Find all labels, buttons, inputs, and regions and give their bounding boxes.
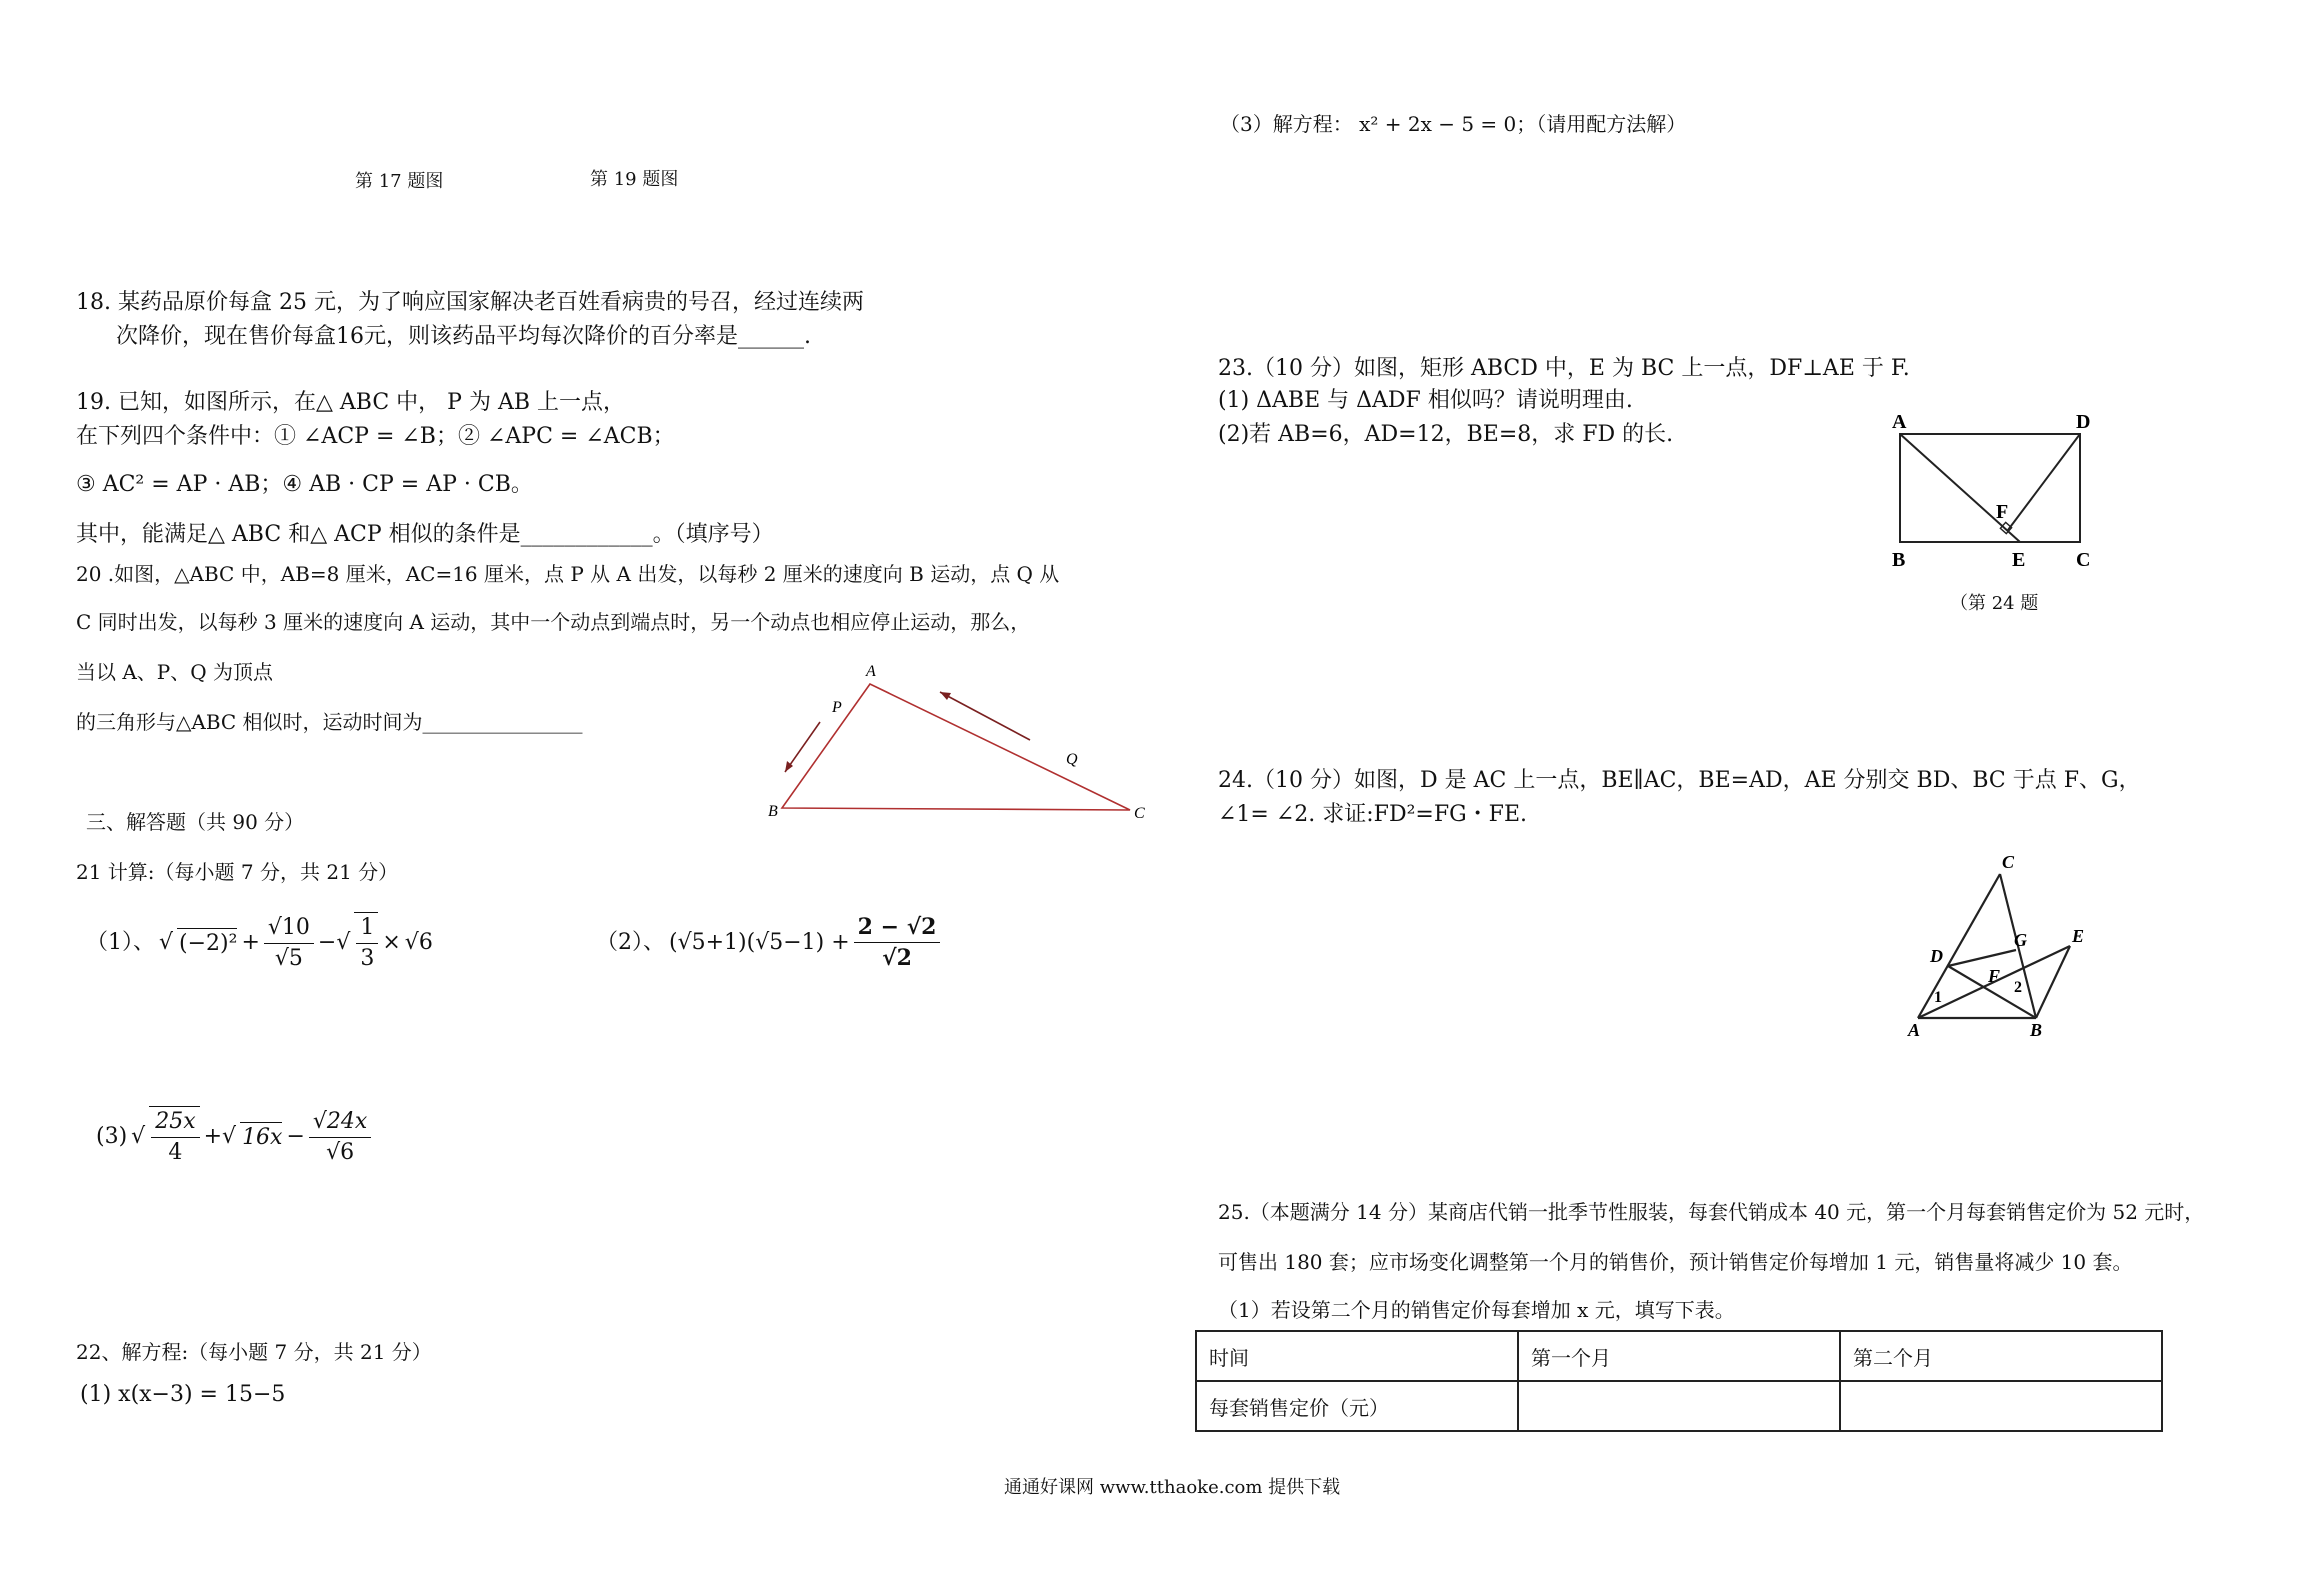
table-cell <box>1840 1381 2162 1431</box>
label-a: A <box>866 663 876 680</box>
angle-2-label: 2 <box>2014 979 2022 996</box>
label-f: F <box>1988 966 2001 986</box>
table-cell: 每套销售定价（元） <box>1196 1381 1518 1431</box>
q24-line1: 24.（10 分）如图，D 是 AC 上一点，BE∥AC，BE=AD，AE 分别交 BD、BC 于点 F、G， <box>1218 768 2141 793</box>
page-footer: 通通好课网 www.tthaoke.com 提供下载 <box>1004 1477 1341 1498</box>
q25-table <box>1195 1330 2163 1432</box>
q21-p1-c-num: 1 <box>356 913 378 944</box>
label-q: Q <box>1066 751 1078 768</box>
label-p: P <box>832 699 842 716</box>
q23-line3: (2)若 AB=6，AD=12，BE=8，求 FD 的长. <box>1218 422 1674 447</box>
table-header-cell: 时间 <box>1196 1331 1518 1381</box>
label-c: C <box>2076 549 2091 571</box>
label-a: A <box>1908 1020 1921 1040</box>
q21-p3-a-den: 4 <box>168 1140 183 1165</box>
q23-rectangle-figure <box>1880 406 2100 576</box>
q21-p3-c-den: √6 <box>326 1139 355 1165</box>
arrow-q <box>940 692 1030 740</box>
q19-line2: 在下列四个条件中：① ∠ACP = ∠B；② ∠APC = ∠ACB； <box>76 424 675 449</box>
q21-p1-b-den: √5 <box>274 945 303 971</box>
fig17-caption: 第 17 题图 <box>355 171 444 192</box>
q25-line2: 可售出 180 套；应市场变化调整第一个月的销售价，预计销售定价每增加 1 元，销售量将减少 10 套。 <box>1218 1250 2133 1274</box>
q23-figure-caption: （第 24 题 <box>1950 593 2039 614</box>
fig19-caption: 第 19 题图 <box>590 169 679 190</box>
table-row <box>1196 1381 2162 1431</box>
label-c: C <box>1134 805 1145 822</box>
label-e: E <box>2012 549 2026 571</box>
label-b: B <box>2030 1020 2043 1040</box>
label-a: A <box>1892 411 1907 433</box>
segment-be <box>2036 946 2070 1018</box>
q21-p2-label: （2）、 <box>596 929 665 955</box>
q22-title: 22、解方程:（每小题 7 分，共 21 分） <box>76 1340 432 1364</box>
q20-triangle-figure <box>760 660 1160 830</box>
q24-line2: ∠1= ∠2. 求证:FD²=FG・FE. <box>1218 802 1527 827</box>
q22-part3: （3）解方程： x² + 2x − 5 = 0；（请用配方法解） <box>1220 112 1687 136</box>
label-d: D <box>1930 946 1943 966</box>
q25-line3: （1）若设第二个月的销售定价每套增加 x 元，填写下表。 <box>1218 1298 1735 1322</box>
q21-p3-b: 16x <box>240 1122 282 1153</box>
table-header-cell: 第二个月 <box>1840 1331 2162 1381</box>
q21-p1-a: (−2)² <box>177 928 237 959</box>
segment-df <box>2008 434 2080 530</box>
label-g: G <box>2014 930 2027 950</box>
q21-p2-den: √2 <box>882 945 912 971</box>
q21-p1-b-num: √10 <box>264 913 314 944</box>
q19-line3: ③ AC² = AP · AB；④ AB · CP = AP · CB。 <box>76 472 533 497</box>
q21-p3-c-num: √24x <box>309 1107 371 1138</box>
q21-p1-c-den: 3 <box>360 946 375 971</box>
table-cell <box>1518 1381 1840 1431</box>
q18-line2: 次降价，现在售价每盒16元，则该药品平均每次降价的百分率是______. <box>116 324 811 349</box>
q21-p3-a-num: 25x <box>151 1107 199 1138</box>
label-d: D <box>2076 411 2091 433</box>
table-header-row <box>1196 1331 2162 1381</box>
table-header-cell: 第一个月 <box>1518 1331 1840 1381</box>
q19-line1: 19. 已知，如图所示，在△ ABC 中， P 为 AB 上一点， <box>76 390 626 415</box>
q21-p1-label: （1）、 <box>86 930 155 955</box>
q20-line2: C 同时出发，以每秒 3 厘米的速度向 A 运动，其中一个动点到端点时，另一个动点也相应停止运动，那么， <box>76 610 1031 634</box>
q20-line4: 的三角形与△ABC 相似时，运动时间为________________ <box>76 710 583 734</box>
q21-p3-label: (3) <box>96 1124 128 1149</box>
q20-line3: 当以 A、P、Q 为顶点 <box>76 660 274 684</box>
q25-line1: 25.（本题满分 14 分）某商店代销一批季节性服装，每套代销成本 40 元，第一个月每套销售定价为 52 元时， <box>1218 1200 2205 1224</box>
q24-figure <box>1890 850 2090 1040</box>
q18-line1: 18. 某药品原价每盒 25 元，为了响应国家解决老百姓看病贵的号召，经过连续两 <box>76 290 864 315</box>
q21-part2 <box>596 912 940 973</box>
q21-p1-d: √6 <box>404 930 433 955</box>
label-b: B <box>1892 549 1906 571</box>
angle-1-label: 1 <box>1934 989 1942 1006</box>
q21-p2-expr: (√5+1)(√5−1) + <box>669 929 850 955</box>
q21-title: 21 计算:（每小题 7 分，共 21 分） <box>76 860 399 884</box>
q21-part1: （1）、 √ (−2)² + $\frac{√10}{√5}$ −√ $\frac{1}{3}$ × √6 <box>86 912 433 974</box>
section-3-title: 三、解答题（共 90 分） <box>86 810 305 834</box>
q22-part1: (1) x(x−3) = 15−5 <box>80 1382 286 1407</box>
rectangle-abcd <box>1900 434 2080 542</box>
label-e: E <box>2072 926 2085 946</box>
q21-part3: (3) √ $\frac{25x}{4}$ +√ 16x − $\frac{√24x}{√6}$ <box>96 1106 371 1168</box>
q23-line2: (1) ΔABE 与 ΔADF 相似吗？请说明理由. <box>1218 388 1633 413</box>
segment-dg <box>1948 950 2016 966</box>
q19-line4: 其中，能满足△ ABC 和△ ACP 相似的条件是____________。（填序号） <box>76 522 774 547</box>
q21-p2-num: 2 − √2 <box>854 912 941 943</box>
q20-line1: 20 .如图，△ABC 中，AB=8 厘米，AC=16 厘米，点 P 从 A 出发，以每秒 2 厘米的速度向 B 运动，点 Q 从 <box>76 562 1060 586</box>
label-f: F <box>1996 501 2009 523</box>
q23-line1: 23.（10 分）如图，矩形 ABCD 中，E 为 BC 上一点，DF⊥AE 于 F. <box>1218 356 1910 381</box>
label-c: C <box>2002 852 2015 872</box>
label-b: B <box>768 803 778 820</box>
arrowhead-q <box>940 692 951 700</box>
